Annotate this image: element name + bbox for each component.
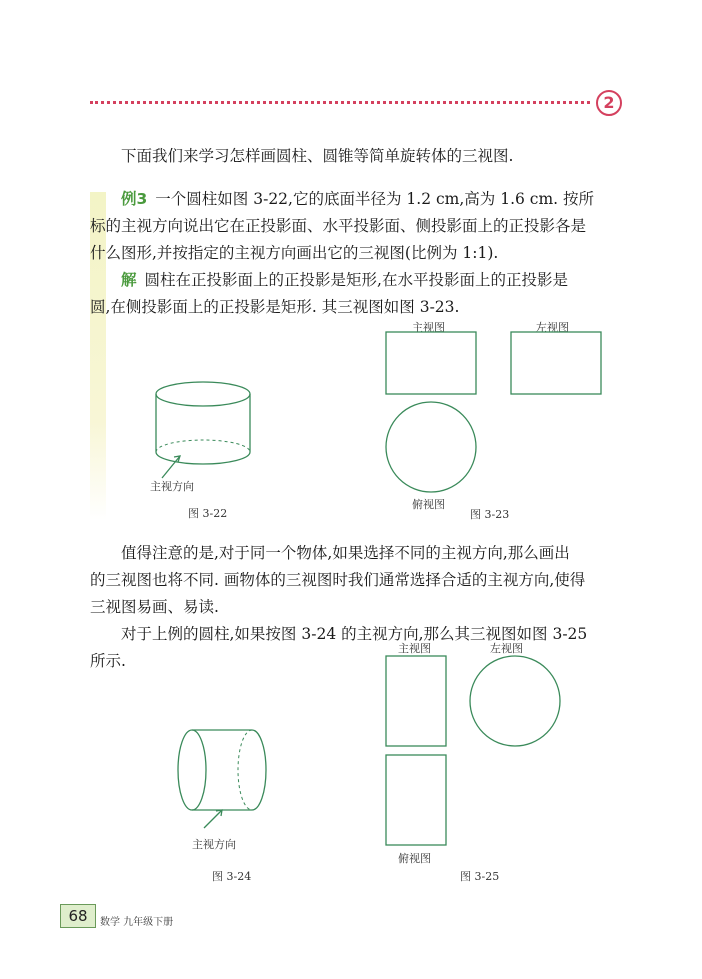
fig324-arrow-label: 主视方向 (192, 838, 236, 851)
fig323-top-label: 俯视图 (412, 498, 445, 511)
fig325-front-label: 主视图 (398, 642, 431, 655)
fig323-left-label: 左视图 (536, 321, 569, 334)
note-line-4: 对于上例的圆柱,如果按图 3-24 的主视方向,那么其三视图如图 3-25 (121, 625, 588, 643)
example-label: 例3 (121, 190, 148, 208)
example-paragraph (90, 186, 622, 321)
note-line-3: 三视图易画、易读. (90, 598, 219, 616)
fig323-front-label: 主视图 (412, 321, 445, 334)
footer-book-title: 数学 九年级下册 (100, 917, 174, 928)
fig323-caption: 图 3-23 (470, 508, 510, 521)
solution-label: 解 (121, 271, 137, 289)
figure-3-24-cylinder (170, 718, 280, 833)
fig325-top-label: 俯视图 (398, 852, 431, 865)
solution-line-1 (90, 267, 622, 294)
intro-paragraph: 下面我们来学习怎样画圆柱、圆锥等简单旋转体的三视图. (121, 147, 514, 165)
section-number-badge: 2 (596, 90, 622, 116)
note-line-2: 的三视图也将不同. 画物体的三视图时我们通常选择合适的主视方向,使得 (90, 571, 586, 589)
fig324-caption: 图 3-24 (212, 870, 252, 883)
note-line-1: 值得注意的是,对于同一个物体,如果选择不同的主视方向,那么画出 (121, 544, 570, 562)
example-text-1: 一个圆柱如图 3-22,它的底面半径为 1.2 cm,高为 1.6 cm. 按所 (155, 190, 595, 208)
fig325-left-label: 左视图 (490, 642, 523, 655)
figure-3-23-views (380, 330, 610, 498)
example-line-3: 什么图形,并按指定的主视方向画出它的三视图(比例为 1:1). (90, 244, 499, 262)
solution-line-2: 圆,在侧投影面上的正投影是矩形. 其三视图如图 3-23. (90, 298, 460, 316)
fig322-caption: 图 3-22 (188, 507, 228, 520)
fig322-arrow-label: 主视方向 (150, 480, 194, 493)
solution-text-1: 圆柱在正投影面上的正投影是矩形,在水平投影面上的正投影是 (144, 271, 568, 289)
fig325-caption: 图 3-25 (460, 870, 500, 883)
figure-3-25-views (380, 652, 570, 848)
page-number: 68 (60, 904, 96, 928)
example-line-2: 标的主视方向说出它在正投影面、水平投影面、侧投影面上的正投影各是 (90, 217, 587, 235)
header-dotted-rule (90, 101, 590, 104)
note-line-5: 所示. (90, 652, 126, 670)
example-line-1 (90, 186, 622, 213)
